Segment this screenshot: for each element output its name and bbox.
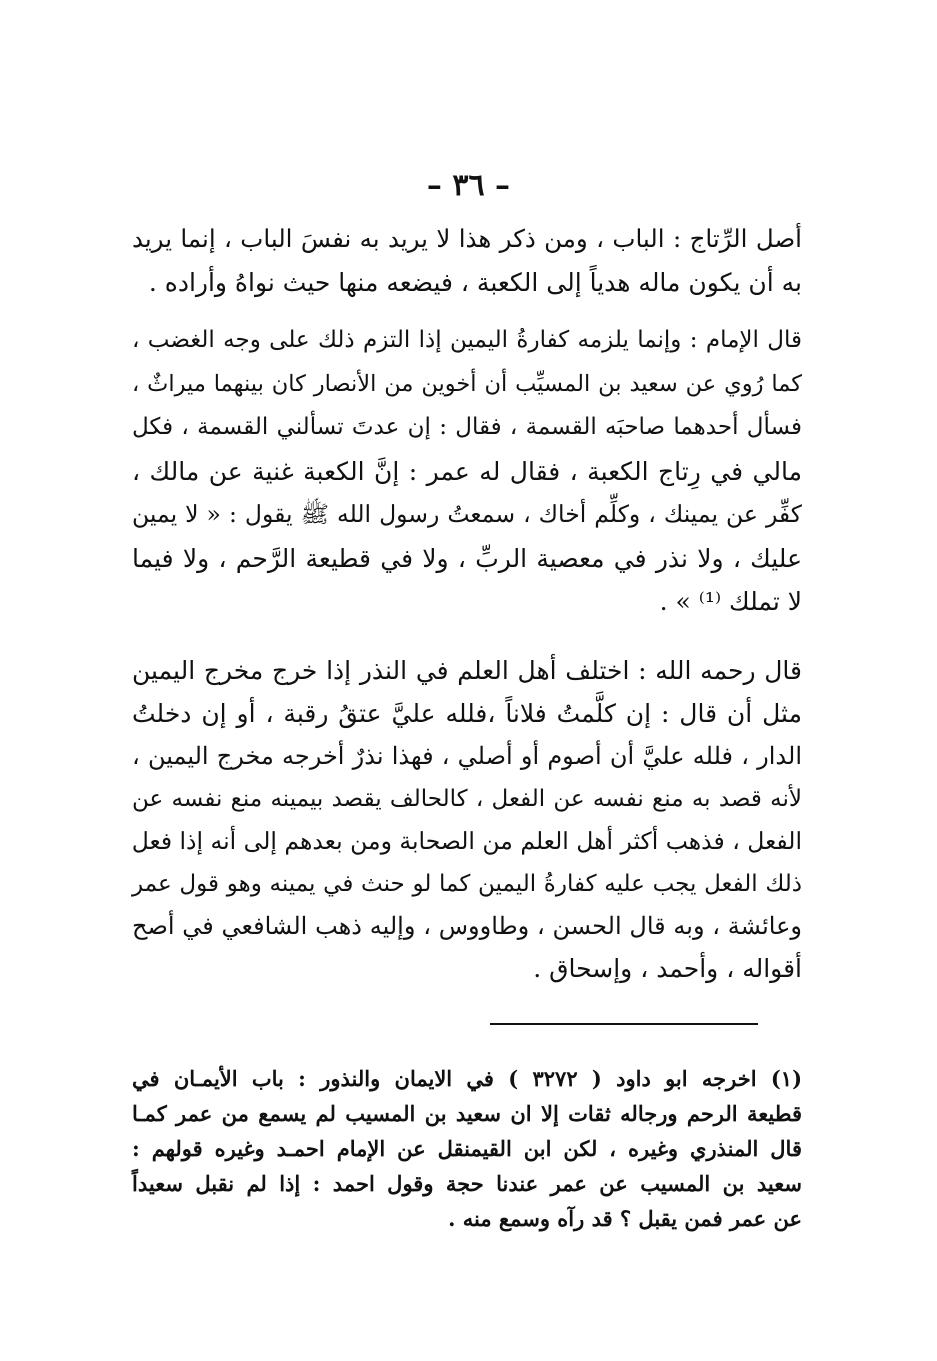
paragraph-2-line: عليك ، ولا نذر في معصية الربِّ ، ولا في قطيعة الرَّحم ، ولا فيما bbox=[132, 543, 802, 573]
paragraph-3-line: وعائشة ، وبه قال الحسن ، وطاووس ، وإليه ذهب الشافعي في أصح bbox=[132, 912, 802, 940]
paragraph-2-line: لا تملك ⁽¹⁾ » . bbox=[659, 587, 802, 616]
footnote-line: قطيعة الرحم ورجاله ثقات إلا ان سعيد بن المسيب لم يسمع من عمر كمـا bbox=[132, 1101, 802, 1126]
paragraph-1-line: به أن يكون ماله هدياً إلى الكعبة ، فيضعه منها حيث نواهُ وأراده . bbox=[148, 268, 802, 297]
paragraph-3-line: الدار ، فلله عليَّ أن أصوم أو أصلي ، فهذا نذرٌ أخرجه مخرج اليمين ، bbox=[132, 742, 802, 770]
paragraph-3-line: الفعل ، فذهب أكثر أهل العلم من الصحابة ومن بعدهم إلى أنه إذا فعل bbox=[131, 827, 802, 855]
paragraph-2-line: فسأل أحدهما صاحبَه القسمة ، فقال : إن عدتَ تسألني القسمة ، فكل bbox=[132, 414, 802, 440]
footnote-line: (١) اخرجه ابو داود ( ٣٢٧٢ ) في الايمان والنذور : باب الأيمـان في bbox=[132, 1066, 802, 1091]
footnote-line: سعيد بن المسيب عن عمر عندنا حجة وقول احمد : إذا لم نقبل سعيداً bbox=[132, 1171, 802, 1196]
paragraph-3-line: لأنه قصد به منع نفسه عن الفعل ، كالحالف يقصد بيمينه منع نفسه عن bbox=[132, 785, 802, 812]
paragraph-1-line: أصل الرِّتاج : الباب ، ومن ذكر هذا لا يريد به نفسَ الباب ، إنما يريد bbox=[132, 224, 802, 253]
paragraph-3-line: أقواله ، وأحمد ، وإسحاق . bbox=[533, 953, 802, 983]
footnote-separator bbox=[490, 1023, 758, 1025]
paragraph-2-line: كفِّر عن يمينك ، وكلِّم أخاك ، سمعتُ رسول الله ﷺ يقول : « لا يمين bbox=[132, 500, 802, 528]
footnote-line: عن عمر فمن يقبل ؟ قد رآه وسمع منه . bbox=[448, 1206, 802, 1231]
paragraph-3-line: قال رحمه الله : اختلف أهل العلم في النذر إذا خرج مخرج اليمين bbox=[132, 656, 802, 685]
footnote bbox=[132, 1061, 802, 1236]
paragraph-1 bbox=[132, 217, 802, 305]
footnote-line: قال المنذري وغيره ، لكن ابن القيمنقل عن الإمام احمـد وغيره قولهم : bbox=[132, 1136, 802, 1161]
paragraph-2-line: مالي في رِتاج الكعبة ، فقال له عمر : إنَّ الكعبة غنية عن مالك ، bbox=[132, 456, 802, 486]
page-number: – ٣٦ – bbox=[426, 168, 511, 203]
paragraph-3 bbox=[132, 650, 802, 990]
paragraph-2-line: قال الإمام : وإنما يلزمه كفارةُ اليمين إذا التزم ذلك على وجه الغضب ، bbox=[132, 327, 802, 353]
paragraph-2 bbox=[132, 319, 802, 624]
paragraph-3-line: مثل أن قال : إن كلَّمتُ فلاناً ،فلله عليَّ عتقُ رقبة ، أو إن دخلتُ bbox=[132, 698, 802, 728]
paragraph-3-line: ذلك الفعل يجب عليه كفارةُ اليمين كما لو حنث في يمينه وهو قول عمر bbox=[132, 870, 802, 897]
paragraph-2-line: كما رُوي عن سعيد بن المسيِّب أن أخوين من الأنصار كان بينهما ميراثٌ ، bbox=[132, 370, 802, 397]
